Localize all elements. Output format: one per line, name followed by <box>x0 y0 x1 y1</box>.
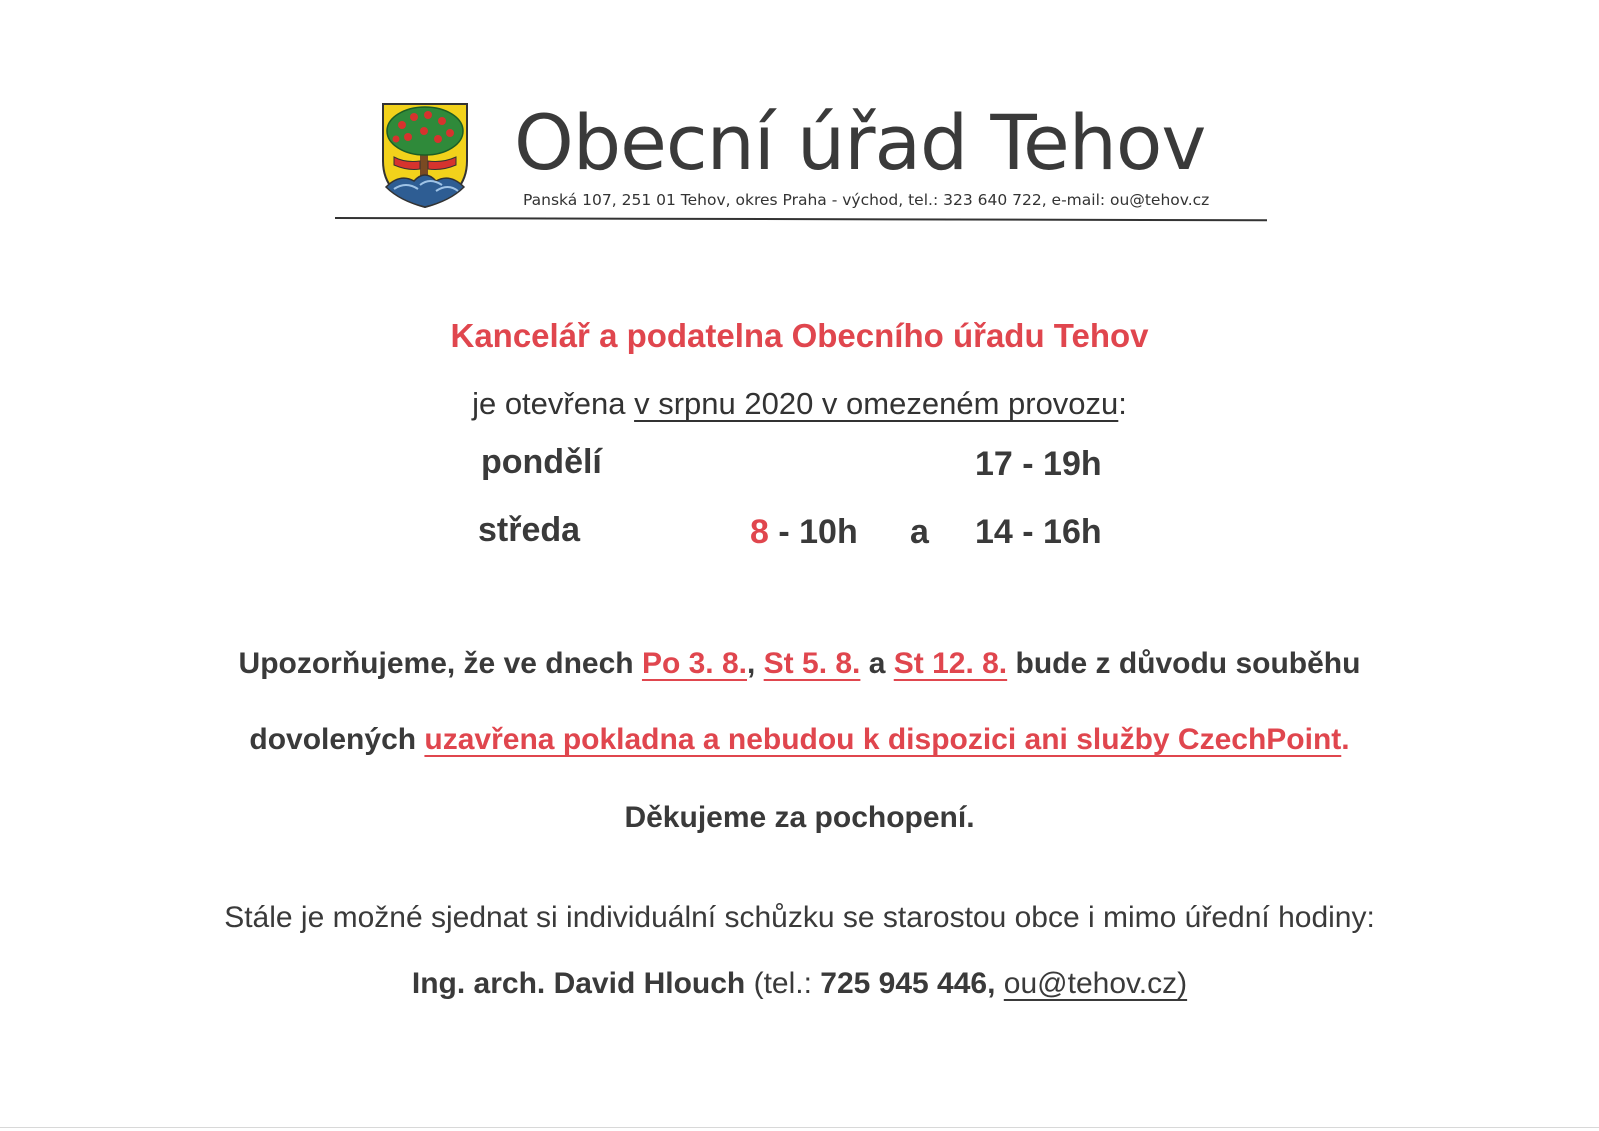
schedule-wednesday-morning <box>750 510 858 554</box>
notice-separator: , <box>747 647 764 680</box>
mayor-phone: 725 945 446, <box>820 967 996 1000</box>
morning-start: 8 <box>750 513 769 551</box>
office-heading: Kancelář a podatelna Obecního úřadu Tehov <box>450 317 1149 354</box>
notice-and: a <box>860 647 894 680</box>
coat-of-arms-icon <box>380 101 470 209</box>
opening-notice <box>0 382 1599 426</box>
notice-line2-prefix: dovolených <box>249 723 425 756</box>
office-address: Panská 107, 251 01 Tehov, okres Praha - východ, tel.: 323 640 722, e-mail: ou@tehov.cz <box>523 191 1210 209</box>
notice-suffix: bude z důvodu souběhu <box>1007 647 1361 680</box>
thanks-message: Děkujeme za pochopení. <box>624 801 975 834</box>
schedule-wednesday-day: středa <box>478 511 581 549</box>
mayor-name: Ing. arch. David Hlouch <box>411 967 746 1000</box>
header-divider <box>335 217 1267 221</box>
appointment-info: Stále je možné sjednat si individuální schůzku se starostou obce i mimo úřední hodiny: <box>224 901 1375 934</box>
schedule-monday-day: pondělí <box>481 443 602 481</box>
schedule-conjunction: a <box>910 513 929 551</box>
closure-notice-line1 <box>0 642 1599 686</box>
mayor-email-link[interactable]: ou@tehov.cz) <box>1003 967 1188 1000</box>
closure-date-1: Po 3. 8. <box>641 647 747 680</box>
opening-prefix: je otevřena <box>472 386 635 421</box>
opening-suffix: : <box>1118 386 1127 421</box>
morning-rest: - 10h <box>768 513 858 551</box>
closure-date-3: St 12. 8. <box>893 647 1008 680</box>
office-title: Obecní úřad Tehov <box>514 98 1206 187</box>
contact-space <box>995 967 1003 1000</box>
schedule-monday-time: 17 - 19h <box>975 445 1102 483</box>
closure-highlight: uzavřena pokladna a nebudou k dispozici ani služby CzechPoint <box>424 723 1342 756</box>
schedule-wednesday-afternoon: 14 - 16h <box>975 513 1102 551</box>
mayor-contact <box>0 962 1599 1006</box>
closure-date-2: St 5. 8. <box>763 647 861 680</box>
closure-period: . <box>1341 723 1350 756</box>
notice-prefix: Upozorňujeme, že ve dnech <box>238 647 642 680</box>
page-bottom-edge <box>0 1127 1599 1128</box>
closure-notice-line2 <box>0 718 1599 762</box>
opening-period: v srpnu 2020 v omezeném provozu <box>634 386 1119 421</box>
tel-prefix: (tel.: <box>745 967 821 1000</box>
